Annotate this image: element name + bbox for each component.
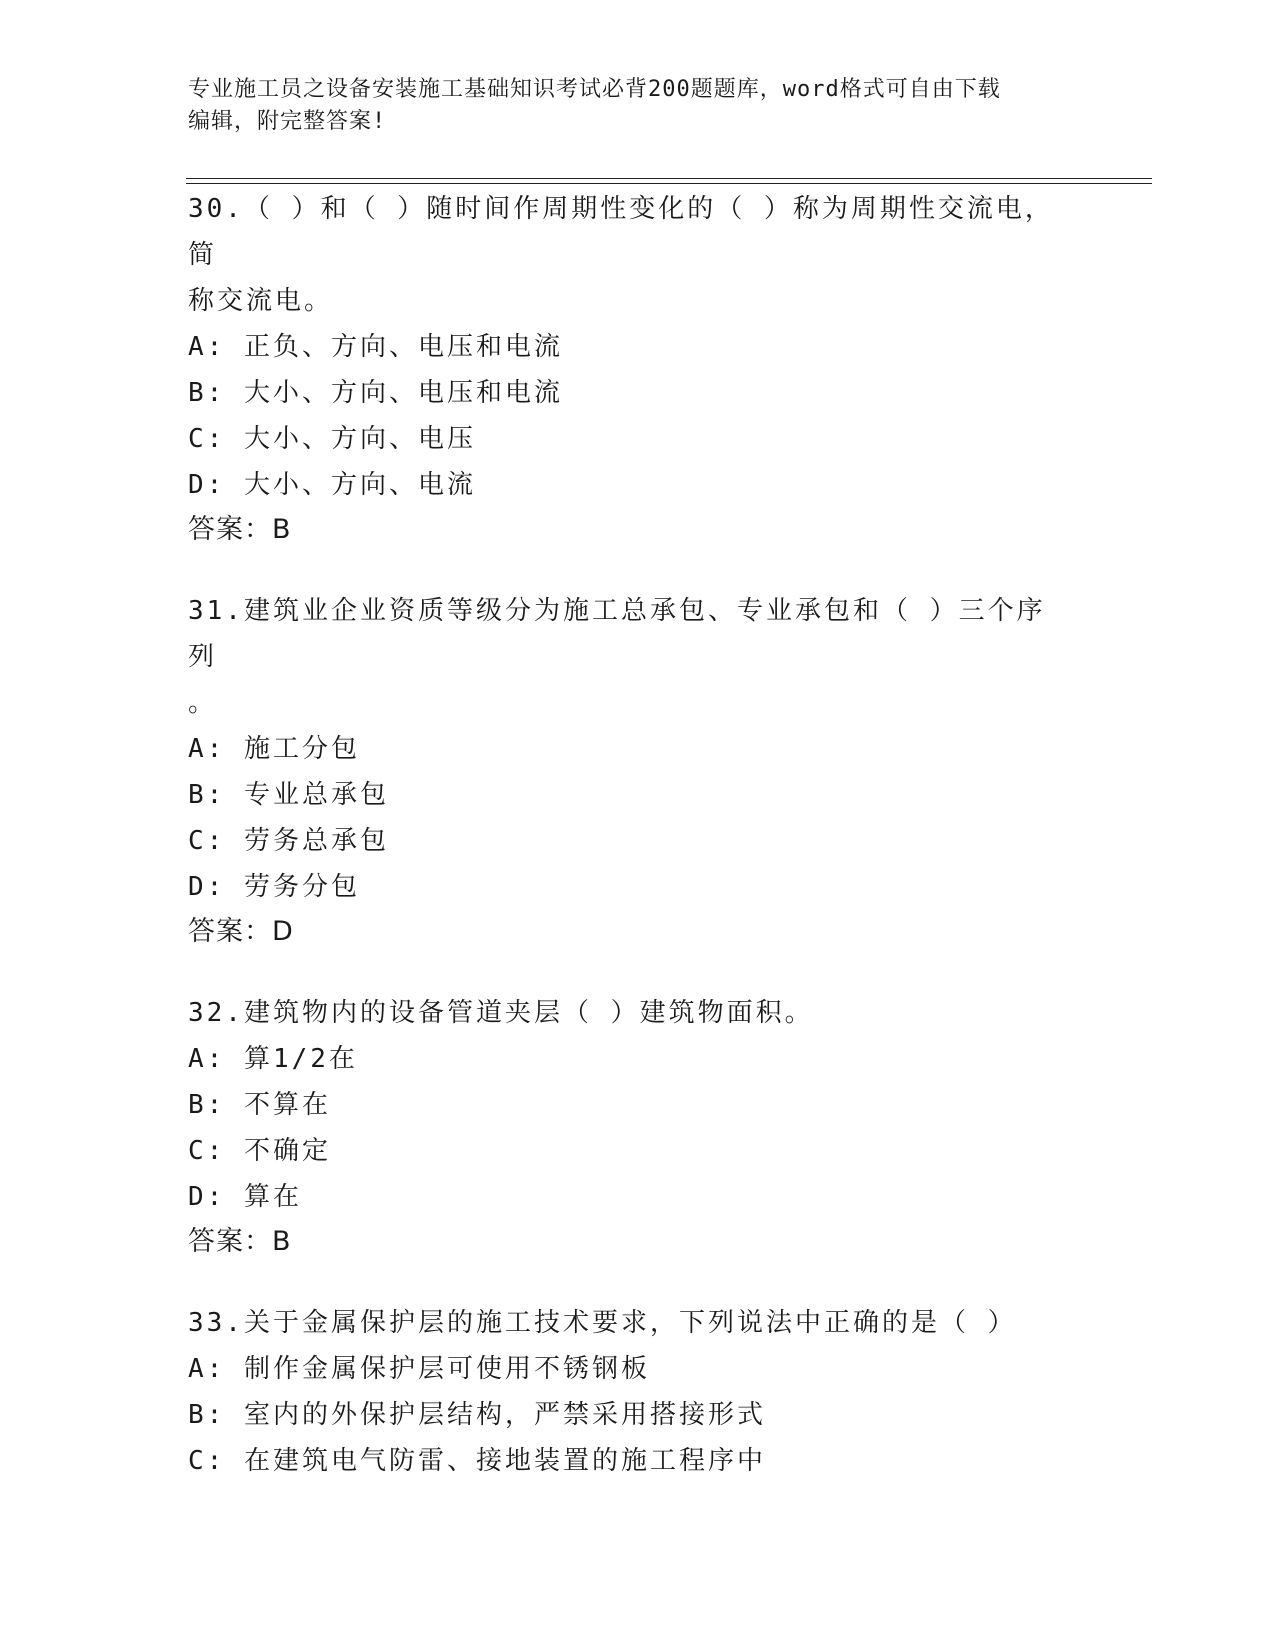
option-c: C: 在建筑电气防雷、接地装置的施工程序中 [188,1446,766,1476]
question-31 [188,588,1068,954]
option-b: B: 专业总承包 [188,780,389,810]
option-d: D: 大小、方向、电流 [188,470,476,500]
option-a: A: 施工分包 [188,734,360,764]
option-d: D: 算在 [188,1182,302,1212]
question-stem: 30.（ ）和（ ）随时间作周期性变化的（ ）称为周期性交流电，简 [188,194,1054,270]
header-line-1: 专业施工员之设备安装施工基础知识考试必背200题题库，word格式可自由下载 [188,77,1001,102]
option-c: C: 不确定 [188,1136,331,1166]
answer: 答案：B [188,1226,292,1257]
question-30 [188,186,1068,552]
header-rule-top [186,178,1152,179]
question-stem: 31.建筑业企业资质等级分为施工总承包、专业承包和（ ）三个序列 [188,596,1046,672]
question-32 [188,990,1068,1264]
option-b: B: 室内的外保护层结构，严禁采用搭接形式 [188,1400,766,1430]
question-list [188,186,1068,1520]
header-rule-bottom [186,183,1152,184]
header-line-2: 编辑，附完整答案! [188,109,387,134]
option-c: C: 劳务总承包 [188,826,389,856]
document-header [188,74,1068,138]
option-c: C: 大小、方向、电压 [188,424,476,454]
option-d: D: 劳务分包 [188,872,360,902]
question-stem: 33.关于金属保护层的施工技术要求，下列说法中正确的是（ ） [188,1308,1017,1338]
option-a: A: 正负、方向、电压和电流 [188,332,563,362]
option-b: B: 不算在 [188,1090,331,1120]
answer: 答案：B [188,514,292,545]
question-stem: 32.建筑物内的设备管道夹层（ ）建筑物面积。 [188,998,814,1028]
question-stem: 称交流电。 [188,286,334,316]
option-a: A: 制作金属保护层可使用不锈钢板 [188,1354,650,1384]
option-b: B: 大小、方向、电压和电流 [188,378,563,408]
answer: 答案：D [188,916,294,947]
question-stem: 。 [188,688,218,718]
option-a: A: 算1/2在 [188,1044,358,1074]
question-33 [188,1300,1068,1484]
